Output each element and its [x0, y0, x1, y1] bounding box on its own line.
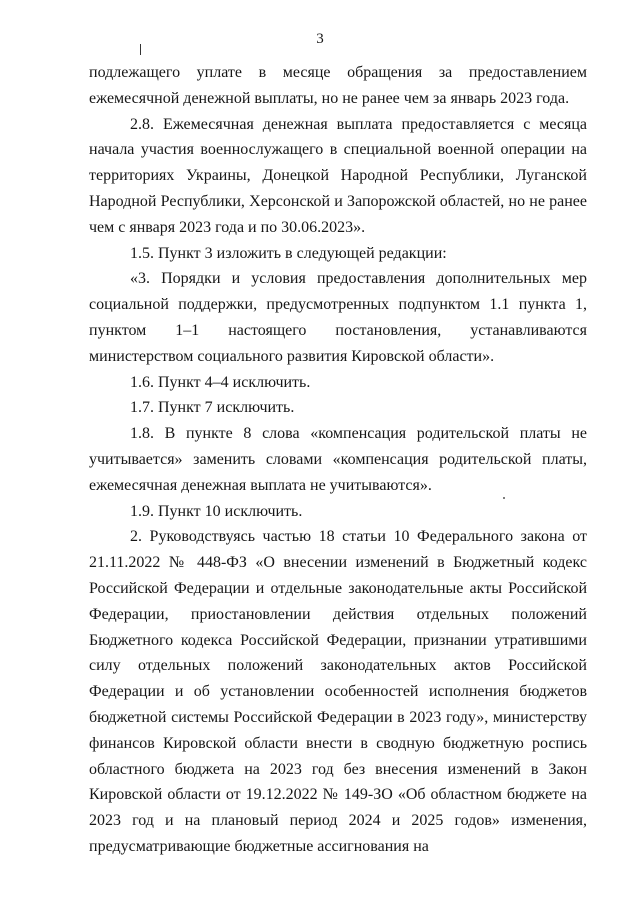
page-number: 3 [316, 31, 324, 47]
paragraph-1-5: 1.5. Пункт 3 изложить в следующей редакции: [130, 244, 447, 262]
margin-mark [140, 44, 141, 55]
paragraph-1-8: 1.8. В пункте 8 слова «компенсация родительской платы не учитывается» заменить словами «компенсация родительской платы, ежемесячная денежная выплата не учитываются». [89, 425, 587, 494]
paragraph-continuation: подлежащего уплате в месяце обращения за предоставлением ежемесячной денежной выплаты, но не ранее чем за январь 2023 года. [89, 64, 587, 107]
paragraph-1-7: 1.7. Пункт 7 исключить. [130, 399, 295, 417]
paragraph-1-9: 1.9. Пункт 10 исключить. [130, 502, 303, 520]
paragraph-quoted-point-3: «3. Порядки и условия предоставления дополнительных мер социальной поддержки, предусмотренных подпунктом 1.1 пункта 1, пунктом 1–1 настоящего постановления, устанавливаются министерством социального развития Кировской области». [89, 270, 587, 365]
paragraph-2-8: 2.8. Ежемесячная денежная выплата предоставляется с месяца начала участия военнослужащего в специальной военной операции на территориях Украины, Донецкой Народной Республики, Луганской Народной Республики, Херсонской и Запорожской областей, но не ранее чем с января 2023 года и по 30.06.2023». [89, 115, 587, 236]
paragraph-1-6: 1.6. Пункт 4–4 исключить. [130, 373, 311, 391]
document-body [89, 60, 587, 860]
paragraph-2: 2. Руководствуясь частью 18 статьи 10 Федерального закона от 21.11.2022 № 448-ФЗ «О внесении изменений в Бюджетный кодекс Российской Федерации и отдельные законодательные акты Российской Федерации, приостановлении действия отдельных положений Бюджетного кодекса Российской Федерации, признании утратившими силу отдельных положений законодательных актов Российской Федерации и об установлении особенностей исполнения бюджетов бюджетной системы Российской Федерации в 2023 году», министерству финансов Кировской области внести в сводную бюджетную роспись областного бюджета на 2023 год без внесения изменений в Закон Кировской области от 19.12.2022 № 149-ЗО «Об областном бюджете на 2023 год и на плановый период 2024 и 2025 годов» изменения, предусматривающие бюджетные ассигнования на [89, 528, 587, 855]
